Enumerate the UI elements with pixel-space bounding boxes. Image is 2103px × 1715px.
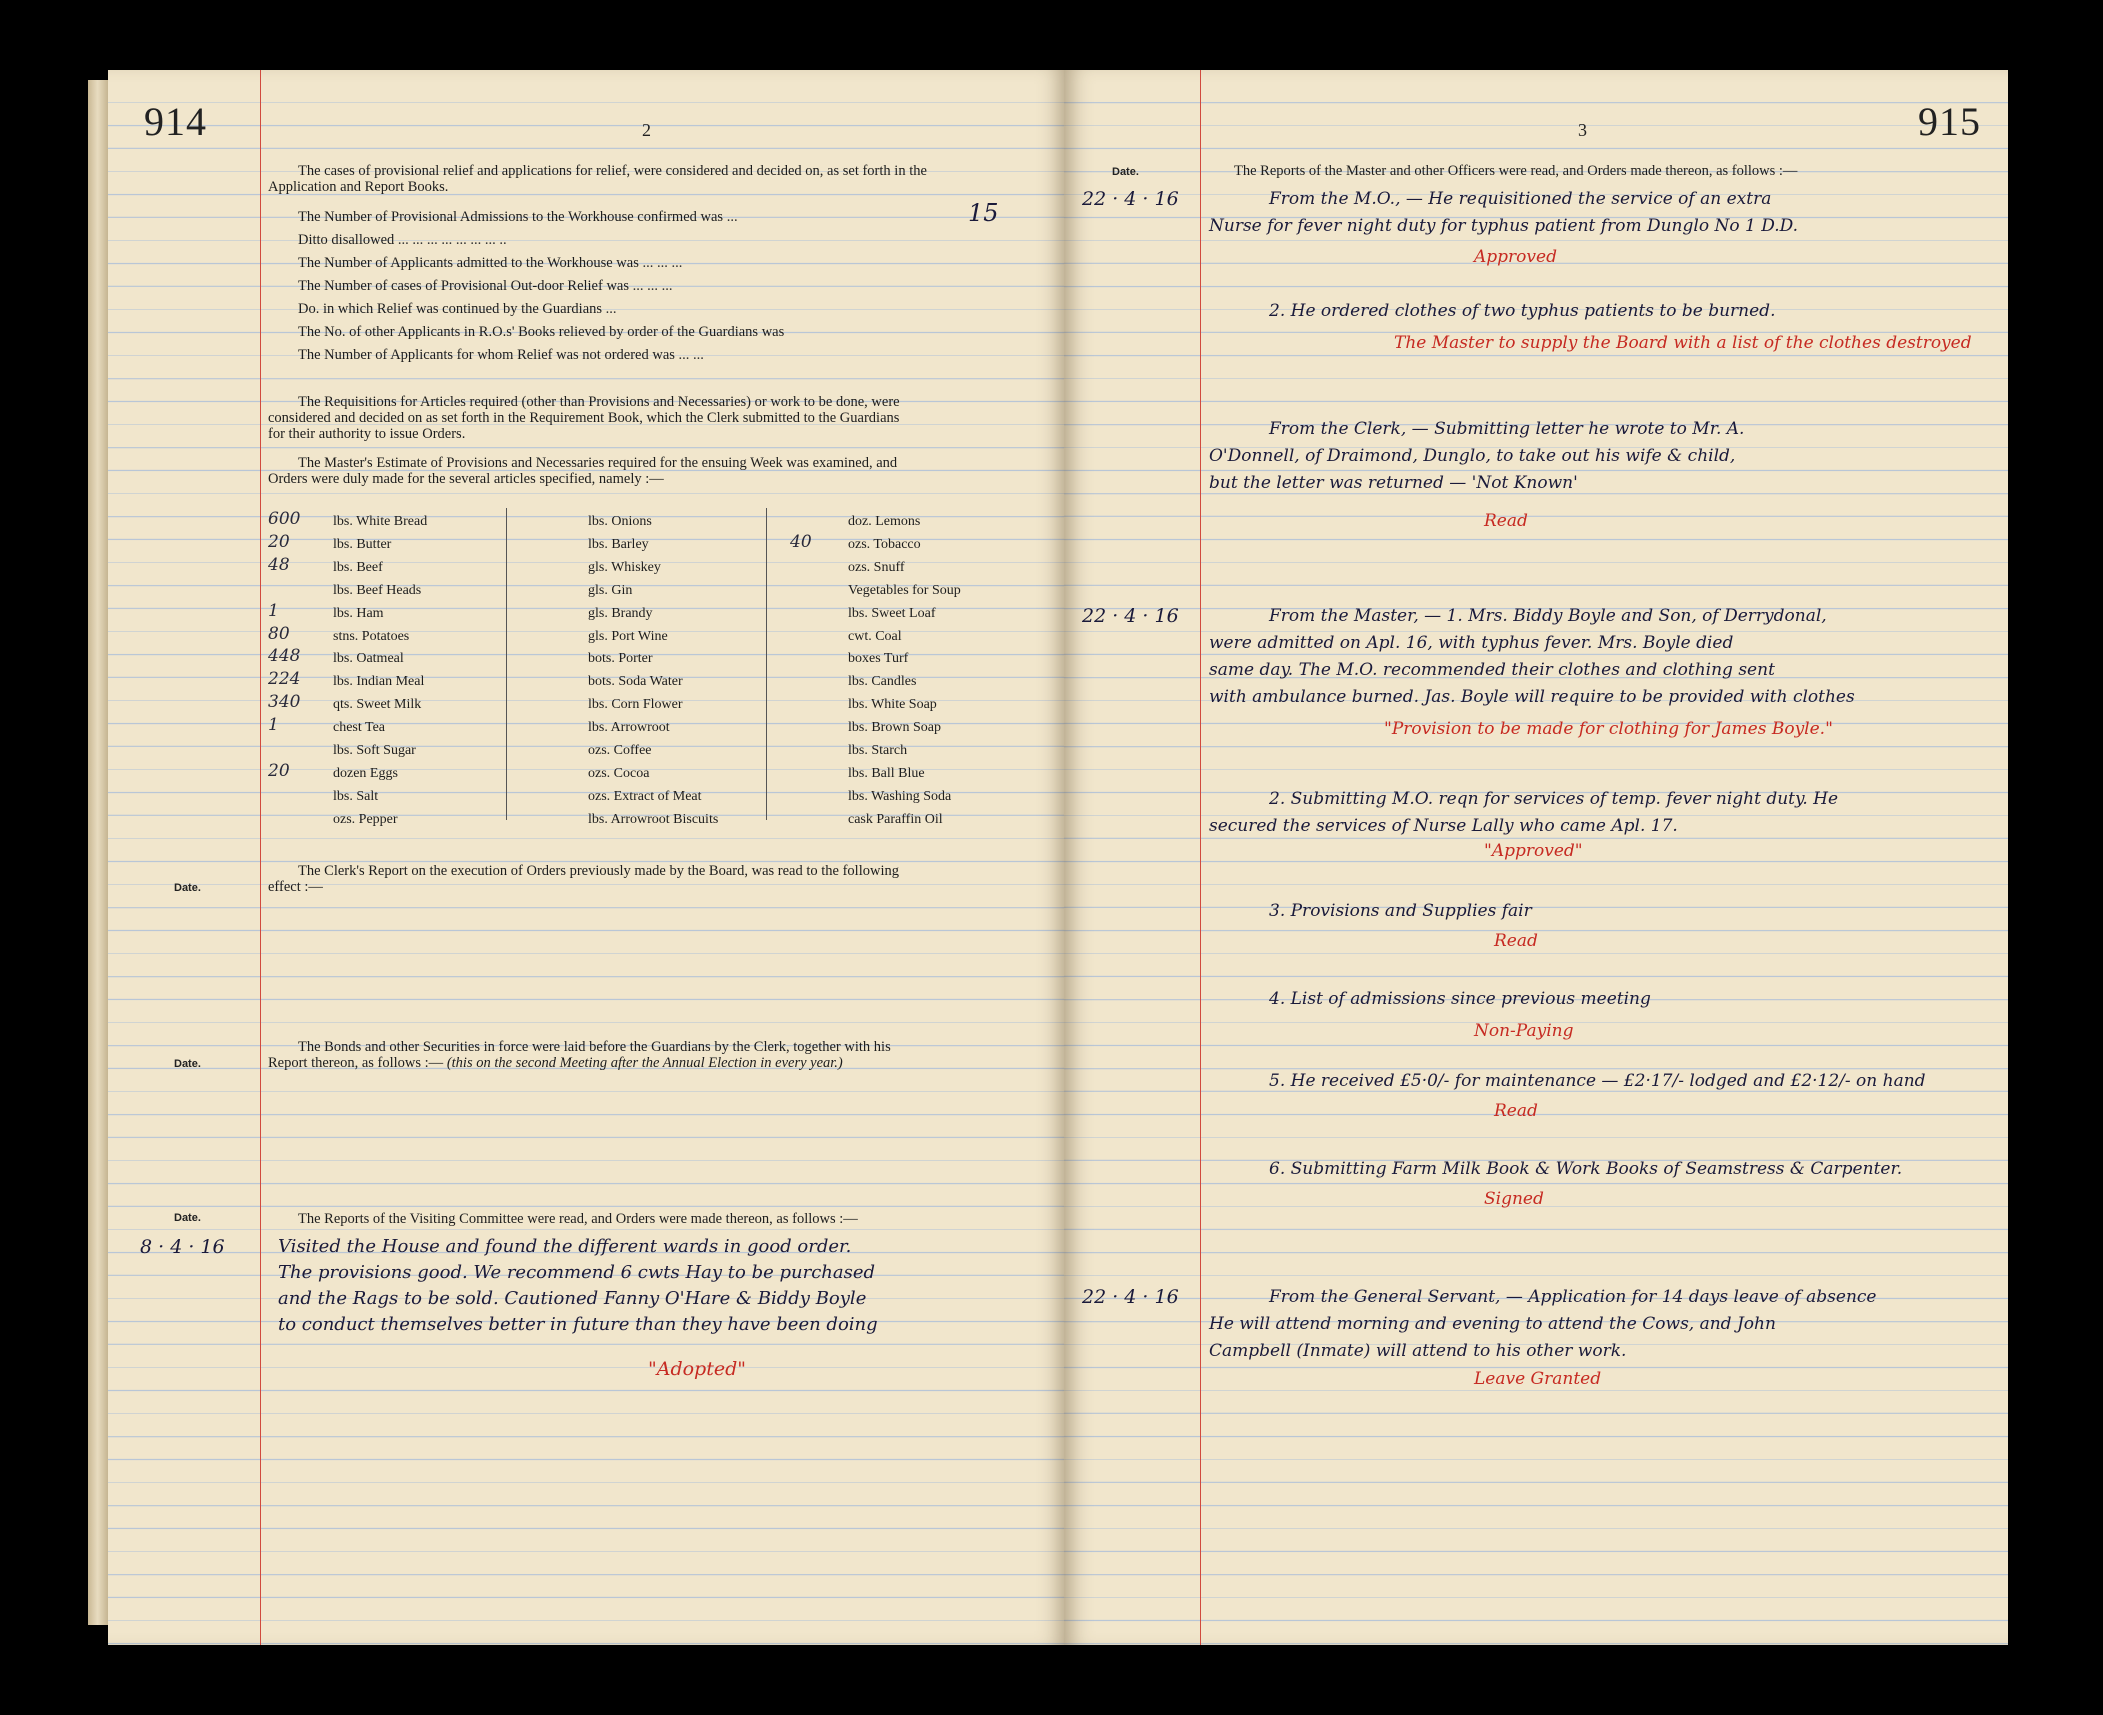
entry-order: Leave Granted [1474,1369,1602,1389]
provision-qty: 224 [268,669,301,690]
provision-item: lbs. Sweet Loaf [848,605,936,621]
provision-item: lbs. Ball Blue [848,765,925,781]
provision-qty: 340 [268,692,301,713]
provision-qty: 1 [268,600,279,621]
entry-line: Campbell (Inmate) will attend to his other work. [1209,1341,1627,1361]
visiting-order: "Adopted" [648,1358,747,1380]
provision-item: ozs. Tobacco [848,536,921,552]
admission-row-label: Do. in which Relief was continued by the Guardians [298,301,603,317]
provision-item: cask Paraffin Oil [848,811,943,827]
provision-qty: 448 [268,646,301,667]
provision-item: doz. Lemons [848,514,921,529]
right-margin-line [1200,70,1201,1645]
entry-line: secured the services of Nurse Lally who came Apl. 17. [1209,816,1678,836]
provision-item: boxes Turf [848,651,909,667]
admission-row-value: 15 [968,199,999,227]
provision-item: Vegetables for Soup [848,582,961,598]
admission-row-label: The Number of cases of Provisional Out-door Relief was [298,278,630,294]
provision-item: dozen Eggs [333,765,398,781]
admission-row [298,208,738,226]
provision-item: lbs. Arrowroot Biscuits [588,811,719,827]
bonds-line1: The Bonds and other Securities in force were laid before the Guardians by the Clerk, together with his [298,1039,891,1055]
admission-row [298,300,617,318]
entry-line: From the M.O., — He requisitioned the service of an extra [1269,189,1772,209]
provision-item: bots. Soda Water [588,674,683,690]
provision-item: gls. Gin [588,582,633,598]
right-date-label: Date. [1112,166,1139,178]
provision-item: lbs. Candles [848,674,917,690]
provision-qty: 20 [268,531,290,552]
provision-item: lbs. White Soap [848,697,937,713]
intro-line1: The cases of provisional relief and applications for relief, were considered and decided on, as set forth in the [298,163,927,179]
entry-line: with ambulance burned. Jas. Boyle will require to be provided with clothes [1209,687,1855,707]
provision-qty: 600 [268,509,301,529]
entry-line: 5. He received £5·0/- for maintenance — £2·17/- lodged and £2·12/- on hand [1269,1071,1926,1091]
entry-line: From the Master, — 1. Mrs. Biddy Boyle and Son, of Derrydonal, [1269,606,1827,626]
provision-item: lbs. Salt [333,788,379,804]
provision-item: ozs. Coffee [588,743,652,758]
entry-order: Non-Paying [1474,1021,1574,1041]
provision-item: lbs. Arrowroot [588,720,670,736]
left-stamp-number: 914 [144,99,207,144]
entry-line: O'Donnell, of Draimond, Dunglo, to take out his wife & child, [1209,446,1736,466]
provision-item: bots. Porter [588,651,653,667]
left-margin-line [260,70,261,1645]
right-heading: The Reports of the Master and other Officers were read, and Orders made thereon, as follows :— [1234,163,1798,179]
left-page-number: 2 [642,120,651,140]
entry-order: Signed [1484,1189,1544,1209]
provision-item: lbs. Oatmeal [333,651,404,667]
clerk-report-line1: The Clerk's Report on the execution of Orders previously made by the Board, was read to the following [298,863,899,879]
bonds-note: (this on the second Meeting after the Annual Election in every year.) [446,1055,843,1071]
requisitions-line2: considered and decided on as set forth in the Requirement Book, which the Clerk submitted to the Guardians [268,410,900,426]
entry-line: were admitted on Apl. 16, with typhus fever. Mrs. Boyle died [1209,633,1734,653]
clerk-report-line2: effect :— [268,879,323,895]
entry-line: 2. Submitting M.O. reqn for services of temp. fever night duty. He [1269,789,1839,809]
entry-order: Read [1484,511,1528,531]
entry-order: "Approved" [1484,841,1583,861]
entry-line: but the letter was returned — 'Not Known' [1209,473,1578,493]
entry-line: same day. The M.O. recommended their clothes and clothing sent [1209,660,1775,680]
provision-item: lbs. White Bread [333,514,428,529]
entry-order: "Provision to be made for clothing for James Boyle." [1384,719,1833,739]
provision-item: gls. Whiskey [588,559,661,575]
entry-line: From the General Servant, — Application for 14 days leave of absence [1269,1287,1877,1307]
entry-line: From the Clerk, — Submitting letter he wrote to Mr. A. [1269,419,1745,439]
bonds-line2-text: Report thereon, as follows :— [268,1055,444,1071]
admission-row [298,323,784,341]
right-stamp-number: 915 [1918,99,1981,144]
right-page [1064,70,2008,1645]
intro-line2: Application and Report Books. [268,179,449,195]
provision-qty: 80 [268,623,290,644]
provision-qty: 40 [790,531,812,552]
entry-line: Nurse for fever night duty for typhus patient from Dunglo No 1 D.D. [1209,216,1799,236]
estimate-line1: The Master's Estimate of Provisions and Necessaries required for the ensuing Week was examined, and [298,455,898,471]
admission-row-leader: ... ... ... [629,278,673,294]
provision-item: lbs. Soft Sugar [333,743,416,758]
admission-row-leader: ... [723,209,738,225]
entry-date: 22 · 4 · 16 [1082,1286,1179,1308]
estimate-line2: Orders were duly made for the several articles specified, namely :— [268,471,664,487]
provision-qty: 20 [268,760,290,781]
entry-line: 4. List of admissions since previous meeting [1269,989,1651,1009]
admission-row-leader: ... ... [674,347,704,363]
provisions-divider-2 [766,508,767,820]
provision-item: lbs. Corn Flower [588,697,683,713]
provision-item: lbs. Beef Heads [333,582,422,598]
entry-order: Read [1494,931,1538,951]
provision-item: ozs. Extract of Meat [588,788,702,804]
provision-item: lbs. Butter [333,536,392,552]
date-label-clerk: Date. [174,882,201,894]
admission-row-leader: ... [602,301,617,317]
entry-line: 6. Submitting Farm Milk Book & Work Books of Seamstress & Carpenter. [1269,1159,1903,1179]
admission-row [298,277,673,295]
provision-item: ozs. Pepper [333,811,398,827]
visiting-heading: The Reports of the Visiting Committee were read, and Orders were made thereon, as follows :— [298,1211,858,1227]
provision-item: lbs. Beef [333,559,383,575]
admission-row-label: The Number of Applicants admitted to the Workhouse was [298,255,639,271]
entry-order: Read [1494,1101,1538,1121]
entry-order: Approved [1474,247,1557,267]
entry-line: 2. He ordered clothes of two typhus patients to be burned. [1269,301,1776,321]
admission-row-label: The Number of Provisional Admissions to the Workhouse confirmed was [298,209,724,225]
admission-row [298,346,704,364]
provision-item: lbs. Indian Meal [333,674,425,690]
admission-row-leader: ... ... ... ... ... ... ... .. [394,232,507,248]
provision-item: gls. Port Wine [588,628,668,644]
entry-date: 22 · 4 · 16 [1082,188,1179,210]
admission-row [298,254,682,272]
provision-item: cwt. Coal [848,628,902,644]
requisitions-line3: for their authority to issue Orders. [268,426,466,442]
provision-item: lbs. Starch [848,743,908,758]
entry-line: He will attend morning and evening to attend the Cows, and John [1209,1314,1776,1334]
admission-row-leader: ... ... ... [638,255,683,271]
entry-order: The Master to supply the Board with a list of the clothes destroyed [1394,333,1972,353]
entry-line: 3. Provisions and Supplies fair [1269,901,1532,921]
provision-item: lbs. Brown Soap [848,720,941,736]
visiting-line: and the Rags to be sold. Cautioned Fanny O'Hare & Biddy Boyle [278,1288,867,1309]
provision-item: ozs. Cocoa [588,765,650,781]
visiting-line: The provisions good. We recommend 6 cwts Hay to be purchased [278,1262,876,1283]
requisitions-line1: The Requisitions for Articles required (other than Provisions and Necessaries) or work to be done, were [298,394,900,410]
provision-qty: 48 [268,554,290,575]
provision-item: chest Tea [333,720,386,736]
entry-date: 22 · 4 · 16 [1082,605,1179,627]
admission-row-label: The No. of other Applicants in R.O.s' Books relieved by order of the Guardians was [298,324,785,340]
provision-item: lbs. Barley [588,536,649,552]
bonds-line2 [268,1054,843,1072]
admission-row-label: Ditto disallowed [298,232,395,248]
admission-row [298,231,507,249]
visiting-date: 8 · 4 · 16 [140,1236,225,1258]
left-page [108,70,1066,1645]
provisions-divider-1 [506,508,507,820]
visiting-line: Visited the House and found the different wards in good order. [278,1236,852,1257]
provision-item: ozs. Snuff [848,559,905,575]
provision-item: stns. Potatoes [333,628,410,644]
visiting-line: to conduct themselves better in future than they have been doing [278,1314,878,1335]
provision-item: lbs. Ham [333,605,384,621]
right-page-number: 3 [1578,120,1587,140]
provision-item: qts. Sweet Milk [333,697,422,713]
provision-qty: 1 [268,715,279,736]
provision-item: lbs. Washing Soda [848,788,952,804]
date-label-visiting: Date. [174,1212,201,1224]
provision-item: lbs. Onions [588,514,652,529]
provision-item: gls. Brandy [588,605,653,621]
date-label-bonds: Date. [174,1058,201,1070]
admission-row-label: The Number of Applicants for whom Relief was not ordered was [298,347,675,363]
